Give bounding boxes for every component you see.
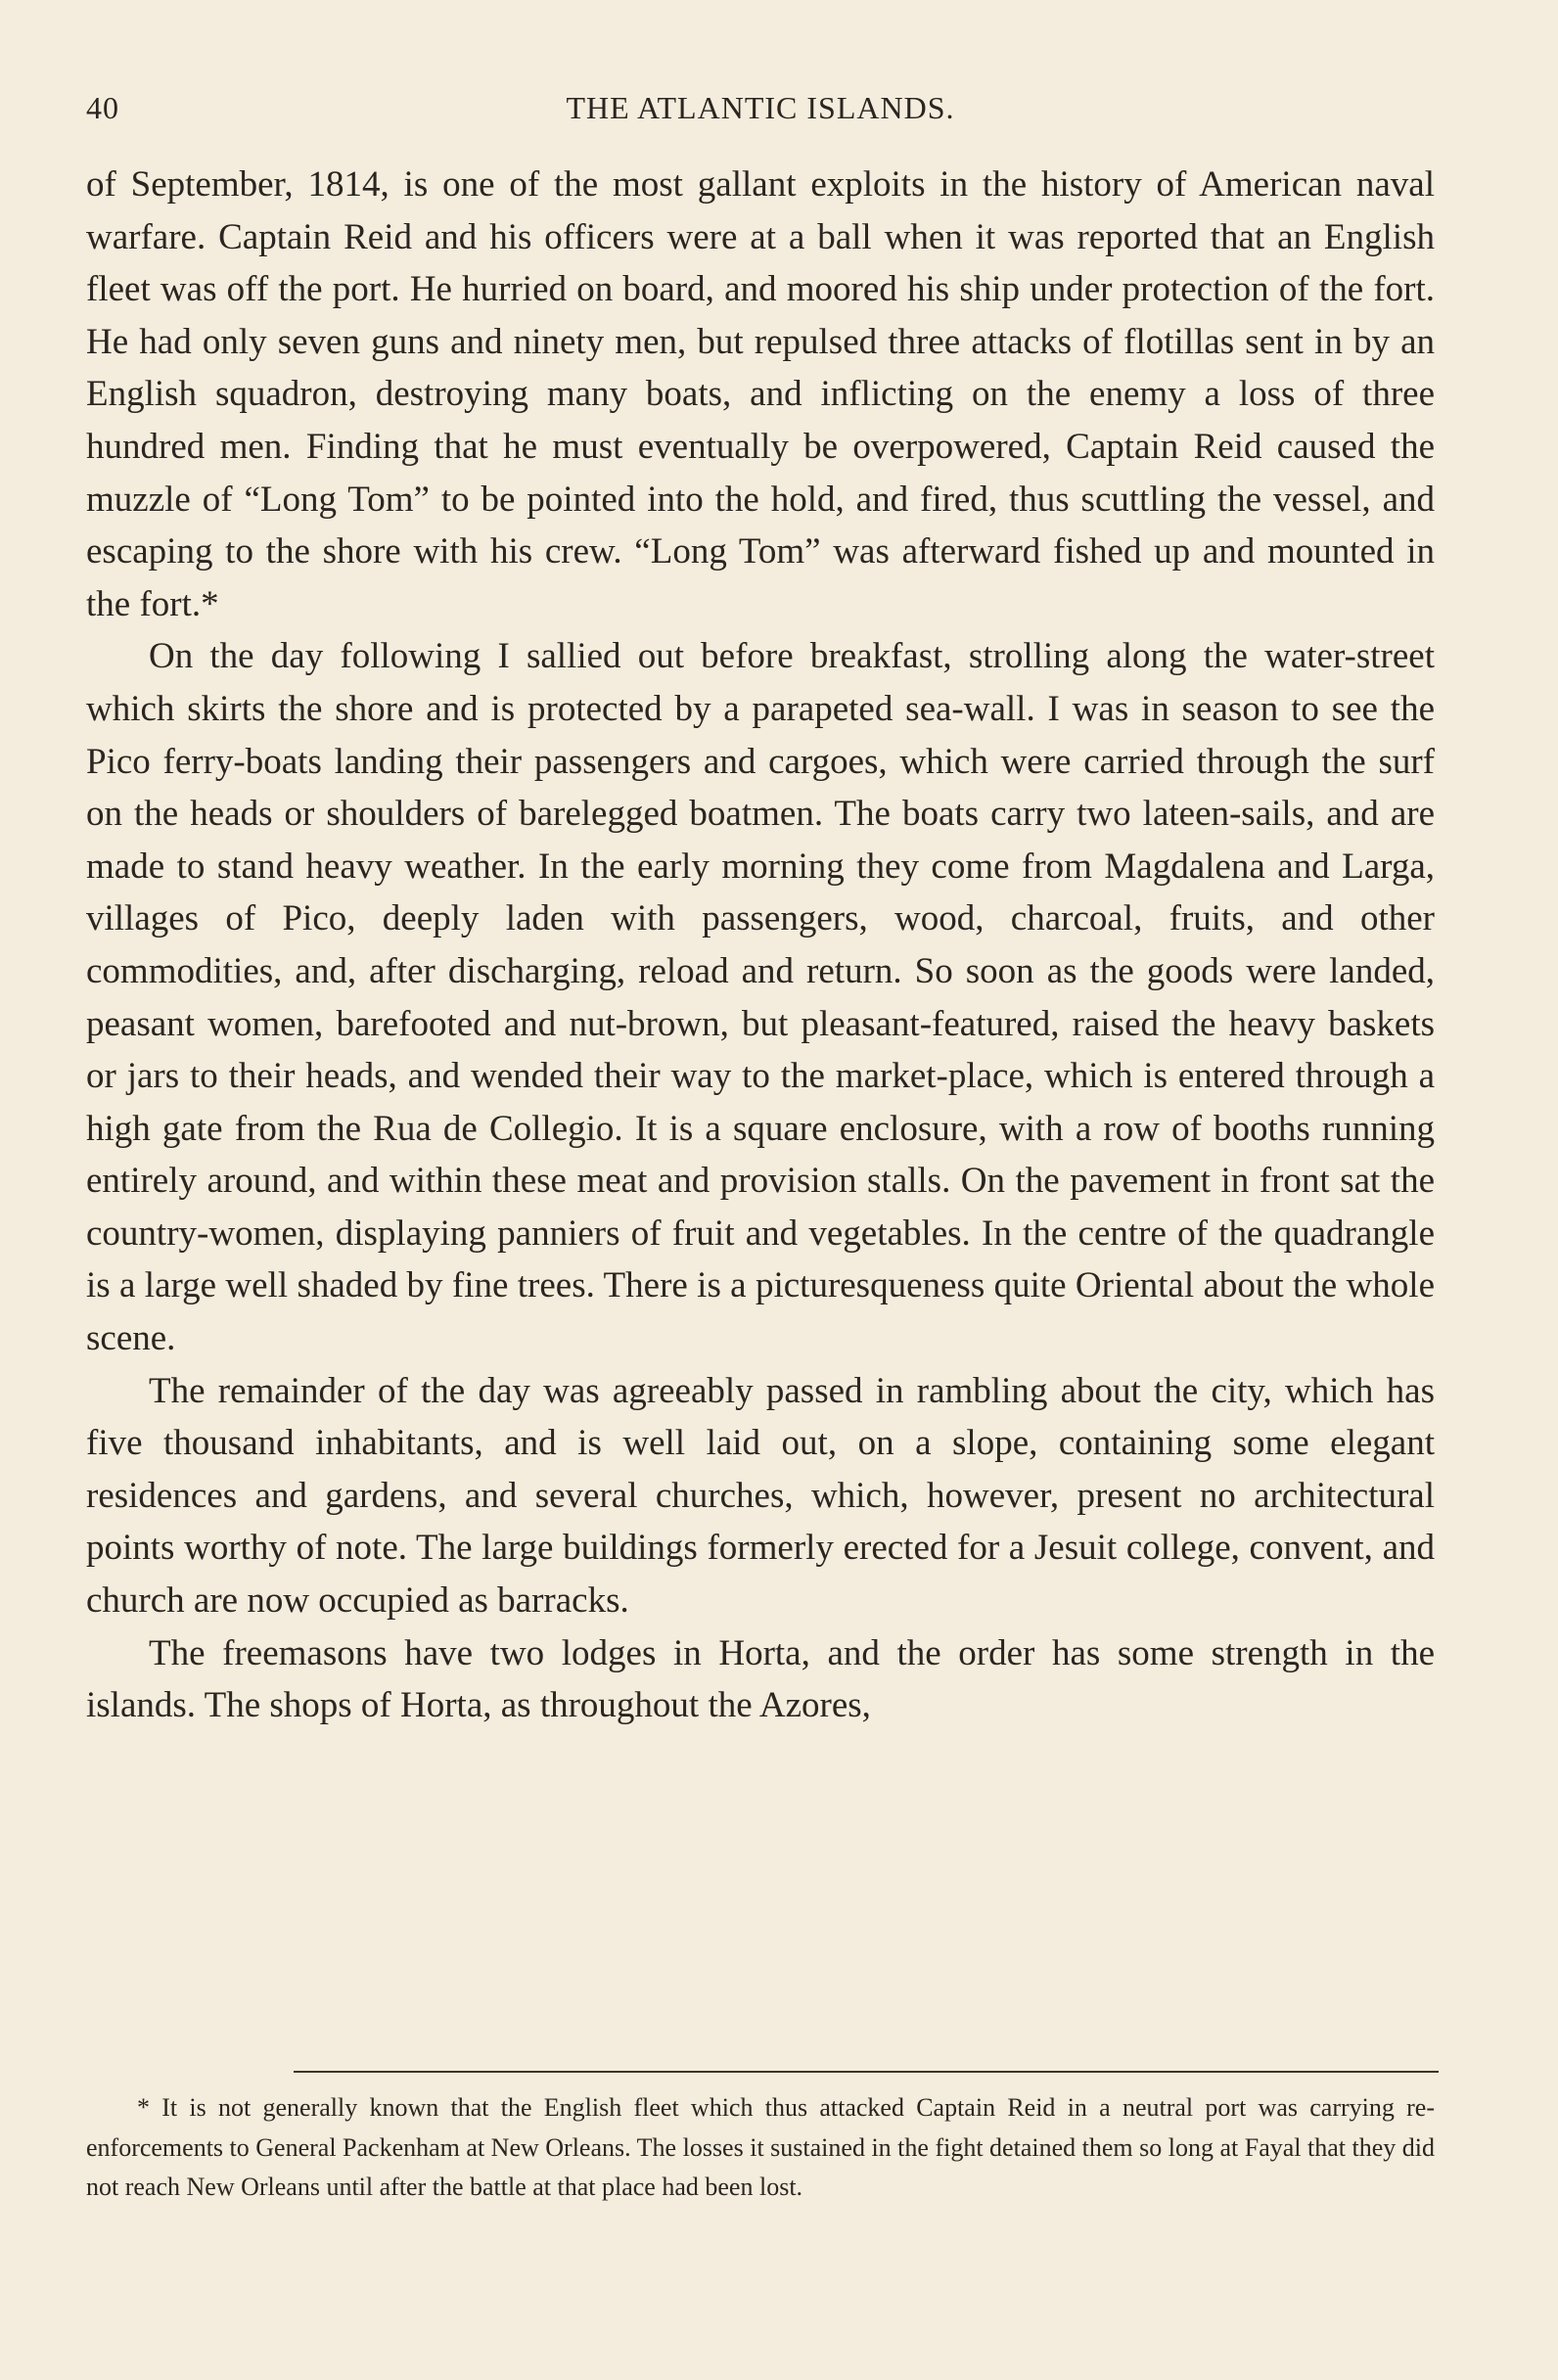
paragraph-continued: of September, 1814, is one of the most gallant exploits in the history of American naval warfare. Captain Reid and his officers were at a ball when it was reported that an English fleet was off the port. He hurried on board, and moored his ship under protection of the fort. He had only seven guns and ninety men, but repulsed three attacks of flotillas sent in by an English squadron, destroying many boats, and inflicting on the enemy a loss of three hundred men. Finding that he must eventually be overpowered, Captain Reid caused the muzzle of “Long Tom” to be pointed into the hold, and fired, thus scuttling the vessel, and escaping to the shore with his crew. “Long Tom” was afterward fished up and mounted in the fort.* bbox=[86, 164, 1435, 624]
page-header bbox=[86, 90, 1435, 139]
running-title: THE ATLANTIC ISLANDS. bbox=[566, 90, 955, 125]
page-number: 40 bbox=[86, 90, 119, 125]
footnote-rule bbox=[294, 2071, 1439, 2073]
paragraph: The remainder of the day was agreeably passed in rambling about the city, which has five thousand inhabitants, and is well laid out, on a slope, containing some elegant residences and gardens, and several churches, which, however, present no architectural points worthy of note. The large buildings formerly erected for a Jesuit college, convent, and church are now occupied as barracks. bbox=[86, 1370, 1435, 1622]
paragraph: On the day following I sallied out before breakfast, strolling along the water-street which skirts the shore and is protected by a parapeted sea-wall. I was in season to see the Pico ferry-boats landing their passengers and cargoes, which were carried through the surf on the heads or shoulders of barelegged boatmen. The boats carry two lateen-sails, and are made to stand heavy weather. In the early morning they come from Magdalena and Larga, villages of Pico, deeply laden with passengers, wood, charcoal, fruits, and other commodities, and, after discharging, reload and return. So soon as the goods were landed, peasant women, barefooted and nut-brown, but pleasant-featured, raised the heavy baskets or jars to their heads, and wended their way to the market-place, which is entered through a high gate from the Rua de Collegio. It is a square enclosure, with a row of booths running entirely around, and within these meat and provision stalls. On the pavement in front sat the country-women, displaying panniers of fruit and vegetables. In the centre of the quadrangle is a large well shaded by fine trees. There is a picturesqueness quite Oriental about the whole scene. bbox=[86, 636, 1435, 1359]
paragraph: The freemasons have two lodges in Horta, and the order has some strength in the islands. The shops of Horta, as throughout the Azores, bbox=[86, 1632, 1435, 1726]
body-text bbox=[86, 159, 1435, 1732]
footnote: * It is not generally known that the English fleet which thus attacked Captain Reid in a neutral port was carrying re-enforcements to General Packenham at New Orleans. The losses it sustained in the fight detained them so long at Fayal that they did not reach New Orleans until after the battle at that place had been lost. bbox=[86, 2093, 1435, 2201]
